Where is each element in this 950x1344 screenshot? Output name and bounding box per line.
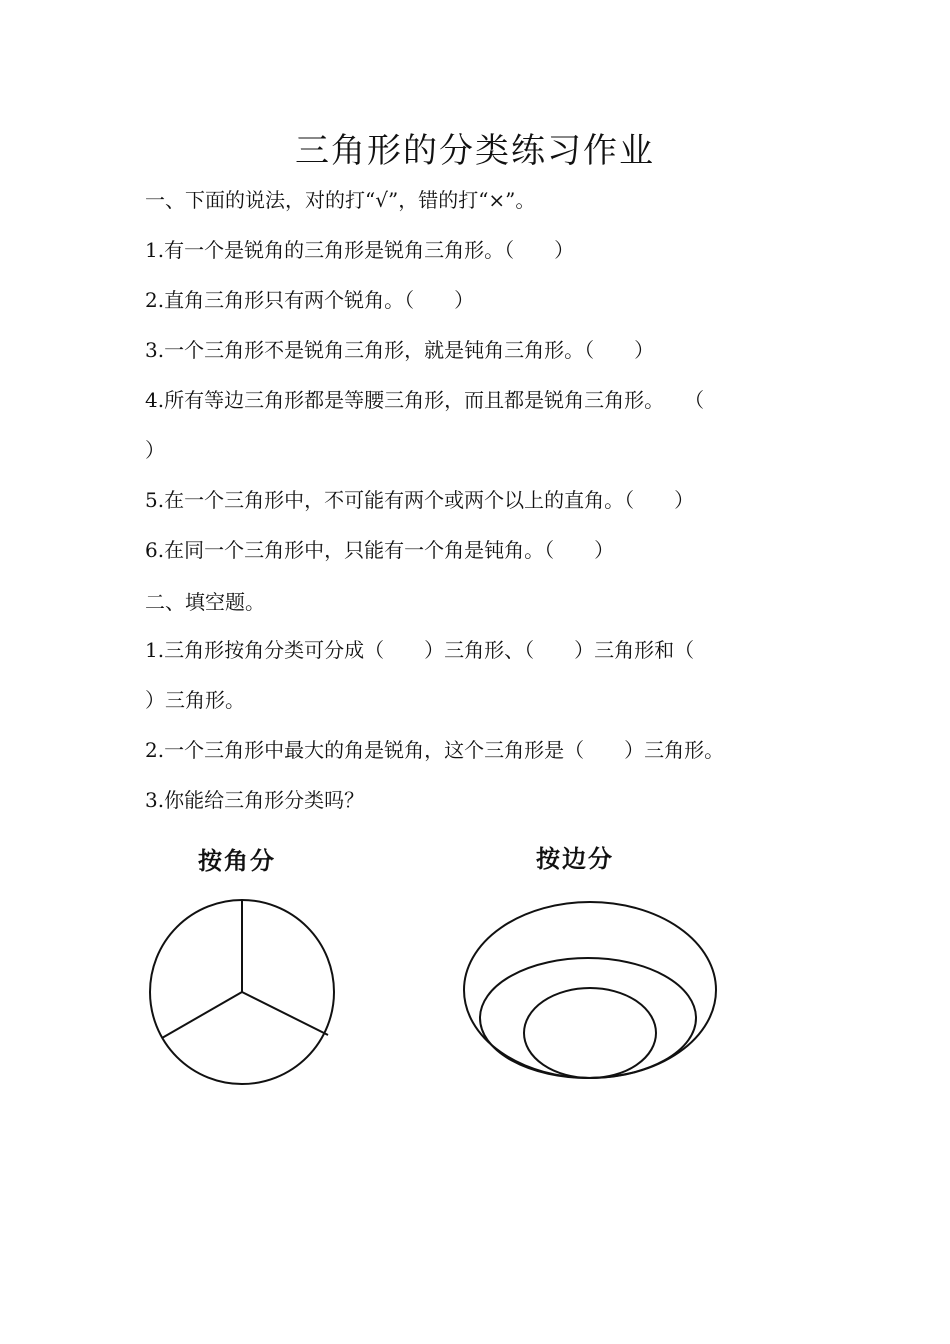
divider-left [162,992,242,1038]
angle-classification-circle [140,890,350,1090]
section-1-heading: 一、下面的说法，对的打“√”，错的打“×”。 [145,188,536,212]
question-2-2: 2.一个三角形中最大的角是锐角，这个三角形是（ ）三角形。 [145,738,725,762]
question-2-3: 3.你能给三角形分类吗？ [145,788,365,812]
middle-ellipse [480,958,696,1078]
section-2-heading: 二、填空题。 [145,590,265,614]
inner-ellipse [524,988,656,1078]
question-1-4-continued: ） [145,438,165,462]
question-1-5: 5.在一个三角形中，不可能有两个或两个以上的直角。（ ） [145,488,695,512]
question-1-6: 6.在同一个三角形中，只能有一个角是钝角。（ ） [145,538,615,562]
question-1-3: 3.一个三角形不是锐角三角形，就是钝角三角形。（ ） [145,338,655,362]
by-angle-label: 按角分 [198,847,276,875]
question-1-1: 1.有一个是锐角的三角形是锐角三角形。（ ） [145,238,575,262]
side-classification-ellipses [458,890,728,1090]
divider-right [242,992,328,1035]
question-1-2: 2.直角三角形只有两个锐角。（ ） [145,288,475,312]
page-title: 三角形的分类练习作业 [295,131,655,171]
question-1-4: 4.所有等边三角形都是等腰三角形，而且都是锐角三角形。 （ [145,388,705,412]
by-side-label: 按边分 [536,845,614,873]
question-2-1: 1.三角形按角分类可分成（ ）三角形、（ ）三角形和（ [145,638,695,662]
question-2-1-continued: ）三角形。 [145,688,245,712]
